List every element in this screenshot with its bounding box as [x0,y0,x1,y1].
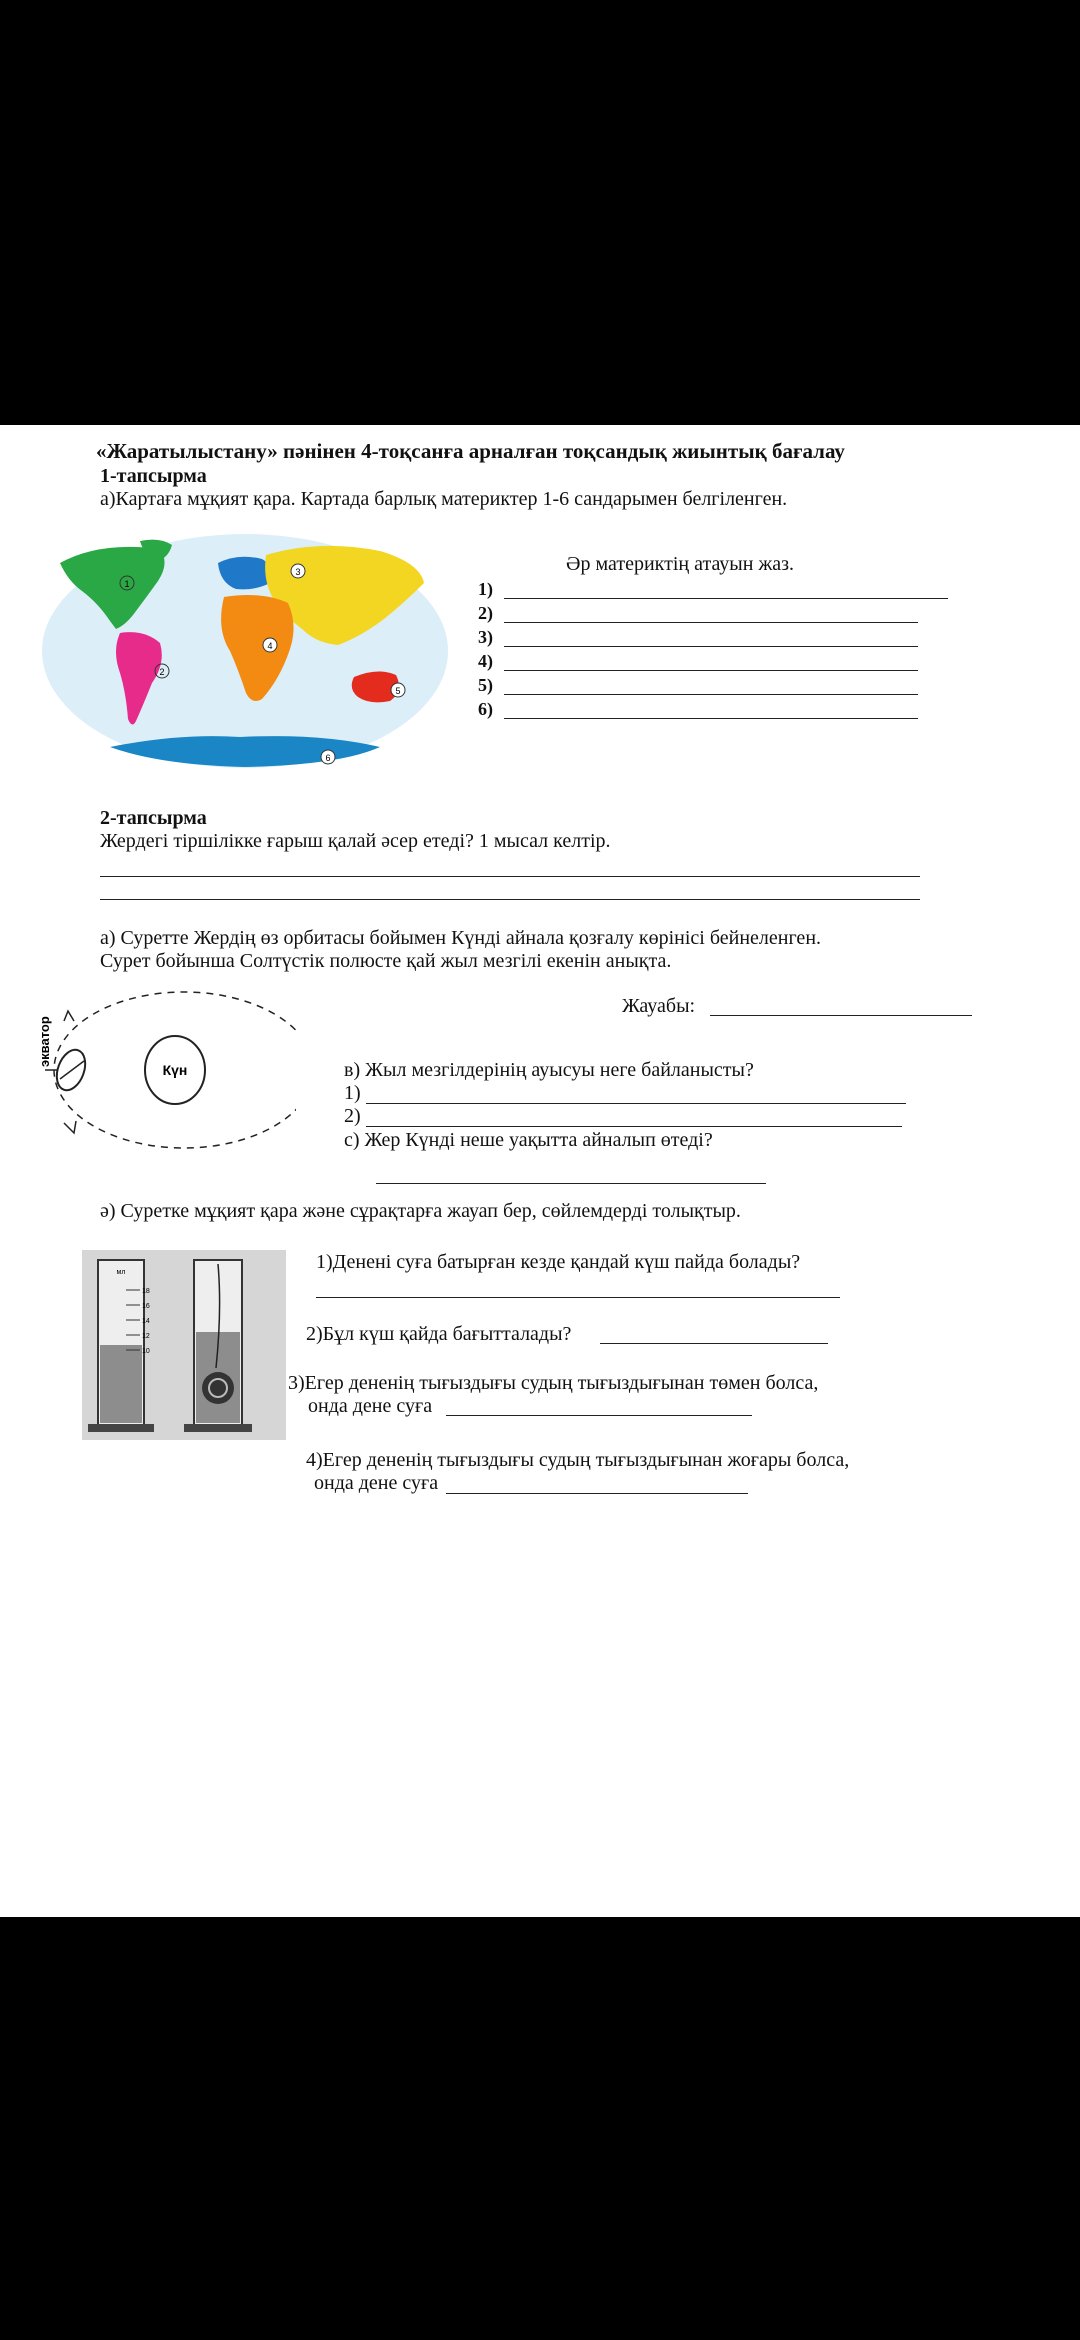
world-map-image [40,533,450,773]
weight-object [202,1372,234,1404]
answer-line-2[interactable] [504,622,918,623]
task4-question-3-line1: 3)Егер дененің тығыздығы судың тығыздығынан төмен болса, [288,1372,819,1394]
task4-question-2: 2)Бұл күш қайда бағытталады? [306,1323,572,1345]
answer-number-1: 1) [478,579,493,599]
map-label-3: 3 [295,567,301,577]
answer-number-3: 3) [478,627,493,647]
task1-heading: 1-тапсырма [100,465,207,487]
task3-b-answer-line-2[interactable] [366,1126,902,1127]
worksheet-page [0,425,1080,1917]
task2-heading: 2-тапсырма [100,807,207,829]
scale-mark-14: 14 [142,1318,150,1325]
task3-question-a-line2: Сурет бойынша Солтүстік полюсте қай жыл мезгілі екенін анықта. [100,950,672,972]
task4-answer-line-3[interactable] [446,1415,752,1416]
scale-mark-18: 18 [142,1288,150,1295]
task3-question-b-num2: 2) [344,1105,361,1127]
task2-answer-line-2[interactable] [100,899,920,900]
scale-mark-10: 10 [142,1348,150,1355]
continent-prompt: Әр материктің атауын жаз. [566,553,795,575]
task3-question-b-num1: 1) [344,1082,361,1104]
earth-orbit-diagram [36,975,296,1150]
orbit-arrow-down-icon [64,1121,76,1133]
map-label-5: 5 [395,686,401,696]
answer-line-6[interactable] [504,718,918,719]
sun-label: Күн [162,1062,188,1078]
task3-question-a-line1: а) Суретте Жердің өз орбитасы бойымен Күнді айнала қозғалу көрінісі бейнеленген. [100,927,822,949]
measuring-cylinders-image [82,1250,286,1440]
orbit-arrow-up-icon [64,1011,74,1021]
task4-question-4-line1: 4)Егер дененің тығыздығы судың тығыздығынан жоғары болса, [306,1449,850,1471]
task4-instruction: ә) Суретке мұқият қара және сұрақтарға жауап бер, сөйлемдерді толықтыр. [100,1200,741,1222]
map-label-6: 6 [325,753,331,763]
cylinder-unit-label: мл [116,1269,126,1276]
answer-line-1[interactable] [504,598,948,599]
scale-mark-16: 16 [142,1303,150,1310]
task3-b-answer-line-1[interactable] [366,1103,906,1104]
answer-line-5[interactable] [504,694,918,695]
page-title: «Жаратылыстану» пәнінен 4-тоқсанға арналған тоқсандық жиынтық бағалау [96,439,845,463]
answer-number-4: 4) [478,651,493,671]
task1-instruction: а)Картаға мұқият қара. Картада барлық материктер 1-6 сандарымен белгіленген. [100,488,788,510]
task2-question: Жердегі тіршілікке ғарыш қалай әсер етеді? 1 мысал келтір. [100,830,611,852]
answer-number-2: 2) [478,603,493,623]
season-answer-line[interactable] [710,1015,972,1016]
answer-label: Жауабы: [622,995,696,1017]
task4-question-4-line2: онда дене суға [314,1472,439,1494]
task4-answer-line-2[interactable] [600,1343,828,1344]
map-label-2: 2 [159,667,165,677]
task4-question-1: 1)Денені суға батырған кезде қандай күш пайда болады? [316,1251,801,1273]
answer-number-5: 5) [478,675,493,695]
map-label-4: 4 [267,641,273,651]
task4-answer-line-4[interactable] [446,1493,748,1494]
equator-label: экватор [37,1016,52,1067]
map-label-1: 1 [124,579,130,589]
task3-c-answer-line[interactable] [376,1183,766,1184]
task3-question-b: в) Жыл мезгілдерінің ауысуы неге байланысты? [344,1059,754,1081]
answer-number-6: 6) [478,699,493,719]
answer-line-4[interactable] [504,670,918,671]
answer-line-3[interactable] [504,646,918,647]
task3-question-c: с) Жер Күнді неше уақытта айналып өтеді? [344,1129,713,1151]
antarctica-shape [110,736,380,767]
scale-mark-12: 12 [142,1333,150,1340]
task4-answer-line-1[interactable] [316,1297,840,1298]
task4-question-3-line2: онда дене суға [308,1395,433,1417]
task2-answer-line-1[interactable] [100,876,920,877]
